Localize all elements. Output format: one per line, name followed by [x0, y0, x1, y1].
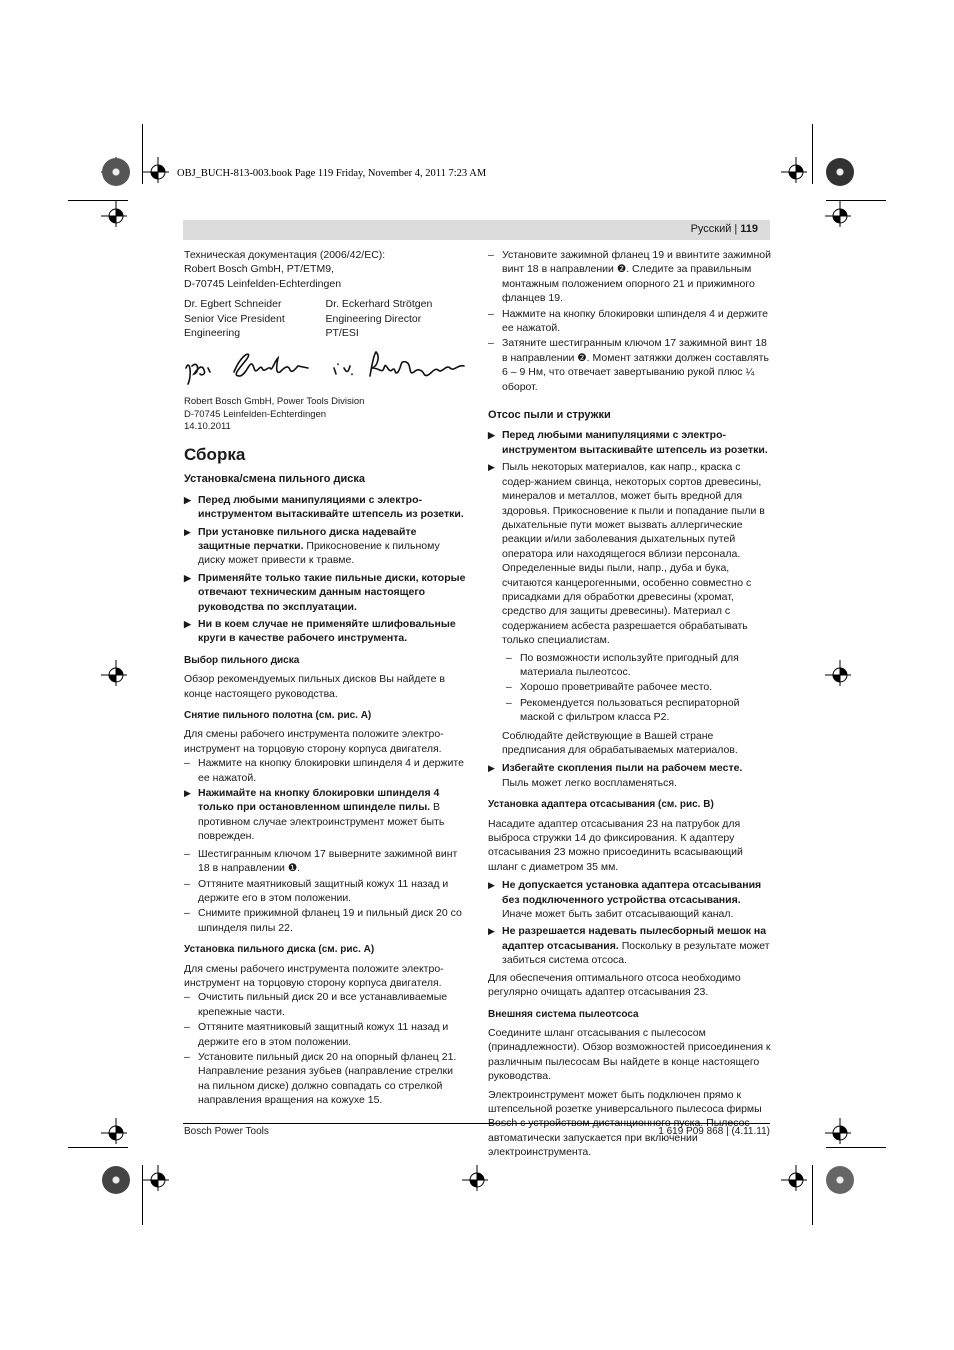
warning-item: ▶ Не допускается установка адаптера отсасывания без подключенного устройства отсасывания. Иначе может быть забит отсасывающий канал.	[488, 879, 762, 921]
step-item: – Оттяните маятниковый защитный кожух 11 назад и держите его в этом положении.	[184, 1021, 449, 1048]
paragraph: Для обеспечения оптимального отсоса необходимо регулярно очищать адаптер отсасывания 23.	[488, 971, 741, 999]
left-column	[184, 248, 467, 1109]
page-header	[183, 220, 770, 240]
crop-mark	[142, 124, 143, 184]
warning-item: ▶ Пыль некоторых материалов, как напр., краска с содер-жанием свинца, некоторых сортов древесины, минералов и металлов, может быть вредной для здоровья. Прикосновение к пыли и попадание пыли в дыхательные пути может вызвать аллергические реакции и/или заболевания дыхательных путей оператора или находящегося вблизи персонала. Определенные виды пыли, напр., дуба и бука, считаются канцерогенными, особенно совместно с присадками для обработки древесины (хромат, средство для защиты древесины). Материал с содержанием асбеста разрешается обрабатывать только специалистам.	[488, 461, 765, 647]
crop-mark	[826, 1147, 886, 1148]
warning-item: ▶ Перед любыми манипуляциями с электро-инструментом вытаскивайте штепсель из розетки.	[488, 429, 768, 456]
sub-step-item: – Хорошо проветривайте рабочее место.	[506, 681, 713, 694]
color-target-icon	[102, 1166, 130, 1194]
header-language: Русский	[690, 223, 732, 235]
section-title-assembly: Сборка	[184, 444, 246, 464]
tech-doc-line: Техническая документация (2006/42/EC):	[184, 249, 386, 261]
bullet-icon: ▶	[184, 572, 191, 583]
paragraph: Насадите адаптер отсасывания 23 на патрубок для выброса стружки 14 до фиксирования. К адаптеру отсасывания 23 можно присоединить всасывающий шланг с диаметром 35 мм.	[488, 817, 743, 873]
bullet-icon: ▶	[184, 494, 191, 505]
signer-right-name: Dr. Eckerhard Strötgen	[325, 298, 433, 311]
step-item: – Нажмите на кнопку блокировки шпинделя 4 и держите ее нажатой.	[488, 307, 768, 335]
paragraph: Соедините шланг отсасывания с пылесосом (принадлежности). Обзор возможностей присоединения к различным пылесосам Вы найдете в конце настоящего руководства.	[488, 1026, 771, 1083]
signer-right-title: Engineering Director	[325, 312, 422, 325]
subsection-title: Снятие пильного полотна (см. рис. A)	[184, 710, 372, 722]
address-date: 14.10.2011	[184, 421, 231, 433]
right-column	[488, 248, 771, 1160]
signer-left-dept: Engineering	[184, 327, 241, 340]
registration-mark-icon	[143, 1165, 169, 1191]
step-item: – Затяните шестигранным ключом 17 зажимной винт 18 в направлении ❷. Момент затяжки должен составлять 6 – 9 Нм, что отвечает завертыванию рукой плюс ¼ оборот.	[488, 337, 769, 393]
warning-item: ▶ Применяйте только такие пильные диски, которые отвечают техническим данным настоящего руководства по эксплуатации.	[184, 571, 466, 613]
signer-right-dept: PT/ESI	[325, 327, 359, 340]
warning-item: ▶ Перед любыми манипуляциями с электро-инструментом вытаскивайте штепсель из розетки.	[184, 493, 464, 521]
step-item: – Снимите прижимной фланец 19 и пильный диск 20 со шпинделя пилы 22.	[184, 907, 462, 934]
warning-item: ▶ Нажимайте на кнопку блокировки шпинделя 4 только при остановленном шпинделе пилы. В противном случае электроинструмент может быть поврежден.	[184, 787, 445, 843]
tech-doc-line: D-70745 Leinfelden-Echterdingen	[184, 277, 342, 290]
print-slug: OBJ_BUCH-813-003.book Page 119 Friday, November 4, 2011 7:23 AM	[177, 168, 487, 179]
registration-mark-icon	[143, 157, 169, 183]
tech-doc-line: Robert Bosch GmbH, PT/ETM9,	[184, 263, 334, 276]
handwritten-signatures	[184, 346, 469, 388]
registration-mark-icon	[781, 157, 807, 183]
step-item: – Установите пильный диск 20 на опорный фланец 21. Направление резания зубьев (направление стрелки на пильном диске) должно совпадать со стрелкой направления вращения на кожухе 15.	[184, 1050, 457, 1107]
crop-mark	[68, 1147, 128, 1148]
step-item: – Нажмите на кнопку блокировки шпинделя 4 и держите ее нажатой.	[184, 757, 464, 784]
bullet-icon: ▶	[488, 462, 495, 473]
warning-item: ▶ Не разрешается надевать пылесборный мешок на адаптер отсасывания. Поскольку в результате может забиться система отсоса.	[488, 925, 770, 967]
step-item: – Очистить пильный диск 20 и все устанавливаемые крепежные части.	[184, 991, 448, 1018]
bullet-icon: ▶	[184, 526, 191, 537]
page-number: 119	[740, 223, 758, 235]
address-block	[184, 396, 467, 434]
registration-mark-icon	[101, 660, 127, 686]
footer-brand: Bosch Power Tools	[184, 1126, 269, 1137]
paragraph: Соблюдайте действующие в Вашей стране предписания для обрабатываемых материалов.	[502, 729, 738, 756]
bullet-icon: ▶	[488, 880, 495, 891]
step-item: – Установите зажимной фланец 19 и ввинтите зажимной винт 18 в направлении ❷. Следите за правильным монтажным положением опорного 21 и прижимного фланцев 19.	[488, 249, 771, 305]
warning-item: ▶ Избегайте скопления пыли на рабочем месте. Пыль может легко воспламеняться.	[488, 762, 743, 789]
registration-mark-icon	[101, 201, 127, 227]
subsection-title: Отсос пыли и стружки	[488, 409, 611, 422]
subsection-title: Установка/смена пильного диска	[184, 473, 365, 486]
warning-item: ▶ При установке пильного диска надевайте защитные перчатки. Прикосновение к пильному диску может привести к травме.	[184, 525, 440, 567]
registration-mark-icon	[101, 1118, 127, 1144]
registration-mark-icon	[825, 201, 851, 227]
paragraph: Электроинструмент может быть подключен прямо к штепсельной розетке универсального пылесоса фирмы Bosch с устройством дистанционного пуска. Пылесос автоматически запускается при включении электроинструмента.	[488, 1088, 762, 1159]
sub-step-item: – По возможности используйте пригодный для материала пылеотсос.	[506, 651, 739, 678]
color-target-icon	[102, 158, 130, 186]
registration-mark-icon	[781, 1165, 807, 1191]
paragraph: Для смены рабочего инструмента положите электро-инструмент на торцовую сторону корпуса двигателя.	[184, 962, 444, 989]
subsection-title: Выбор пильного диска	[184, 654, 300, 666]
registration-mark-icon	[825, 660, 851, 686]
crop-mark	[826, 200, 886, 201]
sub-step-item: – Рекомендуется пользоваться респираторной маской с фильтром класса P2.	[506, 696, 740, 724]
bullet-icon: ▶	[488, 763, 495, 774]
subsection-title: Внешняя система пылеотсоса	[488, 1008, 639, 1020]
crop-mark	[812, 1165, 813, 1225]
step-item: – Шестигранным ключом 17 выверните зажимной винт 18 в направлении ❶.	[184, 847, 458, 875]
color-target-icon	[826, 1166, 854, 1194]
header-separator: |	[734, 223, 738, 235]
signers	[184, 297, 467, 340]
paragraph: Для смены рабочего инструмента положите электро-инструмент на торцовую сторону корпуса двигателя.	[184, 728, 444, 755]
bullet-icon: ▶	[488, 430, 495, 441]
address-line: Robert Bosch GmbH, Power Tools Division	[184, 396, 365, 408]
warning-item: ▶ Ни в коем случае не применяйте шлифовальные круги в качестве рабочего инструмента.	[184, 618, 456, 645]
bullet-icon: ▶	[184, 619, 191, 629]
step-item: – Оттяните маятниковый защитный кожух 11 назад и держите его в этом положении.	[184, 877, 449, 904]
color-target-icon	[826, 158, 854, 186]
signer-left-title: Senior Vice President	[184, 312, 285, 325]
bullet-icon: ▶	[488, 926, 495, 937]
crop-mark	[812, 124, 813, 184]
crop-mark	[68, 200, 128, 201]
footer-rule	[183, 1123, 770, 1124]
paragraph: Обзор рекомендуемых пильных дисков Вы найдете в конце настоящего руководства.	[184, 673, 445, 700]
subsection-title: Установка адаптера отсасывания (см. рис. B)	[488, 799, 714, 811]
crop-mark	[142, 1165, 143, 1225]
subsection-title: Установка пильного диска (см. рис. A)	[184, 944, 375, 956]
bullet-icon: ▶	[184, 788, 191, 799]
registration-mark-icon	[462, 1165, 488, 1191]
signer-left-name: Dr. Egbert Schneider	[184, 298, 282, 311]
footer-code: 1 619 P09 868 | (4.11.11)	[658, 1126, 770, 1137]
address-line: D-70745 Leinfelden-Echterdingen	[184, 408, 327, 420]
registration-mark-icon	[825, 1118, 851, 1144]
